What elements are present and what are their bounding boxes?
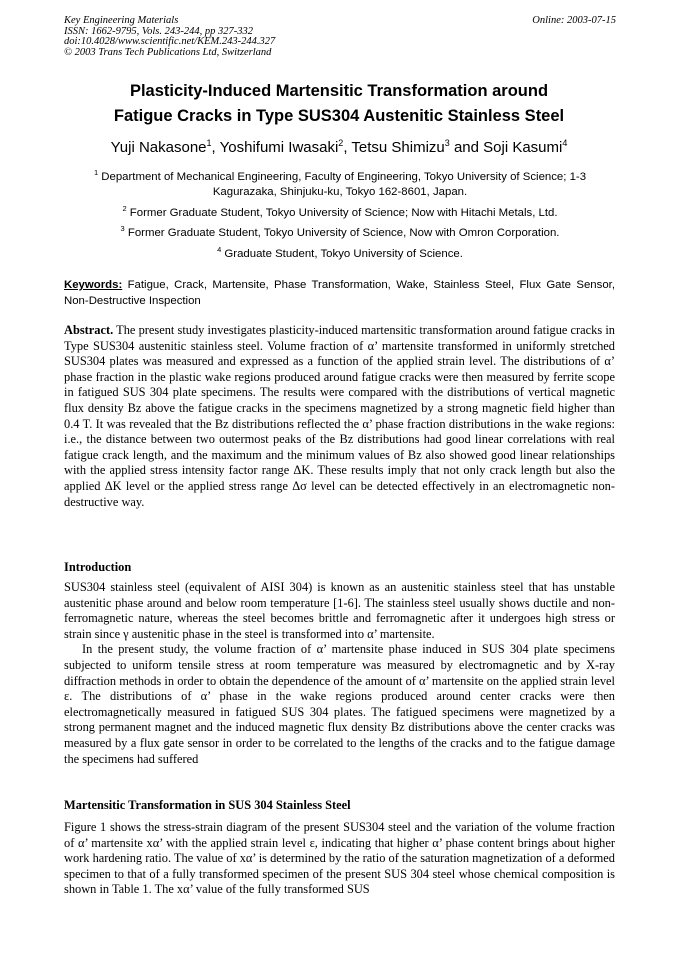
issn-line: ISSN: 1662-9795, Vols. 243-244, pp 327-332 [64,25,253,37]
abstract-block [64,323,615,510]
author-list: Yuji Nakasone$^1$, Yoshifumi Iwasaki$^2$, Tetsu Shimizu$^3$ and Soji Kasumi$^4$ [110,138,568,156]
introduction-heading: Introduction [64,560,132,574]
keywords-text: Fatigue, Crack, Martensite, Phase Transformation, Wake, Stainless Steel, Flux Gate Sensor, Non-Destructive Inspection [64,279,615,307]
paper-title-line-1: Plasticity-Induced Martensitic Transformation around [129,82,549,100]
martensitic-heading: Martensitic Transformation in SUS 304 Stainless Steel [64,798,351,812]
introduction-body [64,580,615,767]
affiliation-3: $^3$ Former Graduate Student, Tokyo University of Science, Now with Omron Corporation. [120,224,560,239]
author-sup: 4 [562,138,568,148]
journal-name: Key Engineering Materials [64,15,179,26]
online-date: Online: 2003-07-15 [532,15,616,26]
paper-title-line-2: Fatigue Cracks in Type SUS304 Austenitic Stainless Steel [113,107,565,125]
paragraph: SUS304 stainless steel (equivalent of AISI 304) is known as an austenitic stainless steel that has unstable austenitic phase around and below room temperature [1-6]. The stainless steel usually shows ductile and non-ferromagnetic nature, whereas the steel becomes brittle and ferromagnetic after it undergoes high stress or strain since γ austenitic phase in the steel is transformed into α’ martensite. [64,580,615,641]
copyright-line: © 2003 Trans Tech Publications Ltd, Switzerland [64,46,272,58]
author-sup: 2 [338,138,344,148]
author-name: Tetsu Shimizu [351,139,445,156]
doi-line[interactable]: doi:10.4028/www.scientific.net/KEM.243-244.327 [64,36,276,47]
author-name: Soji Kasumi [483,139,563,156]
affiliation-2: $^2$ Former Graduate Student, Tokyo University of Science; Now with Hitachi Metals, Ltd. [122,204,558,219]
journal-header [64,16,484,58]
author-name: Yoshifumi Iwasaki [219,139,339,156]
affiliation-4: $^4$ Graduate Student, Tokyo University of Science. [217,245,463,260]
martensitic-body: Figure 1 shows the stress-strain diagram of the present SUS304 steel and the variation of the volume fraction of α’ martensite xα’ with the applied strain level ε, indicating that higher α’ phase content brings about higher work hardening ratio. The value of xα’ is determined by the ratio of the saturation magnetization of a deformed specimen to that of a fully transformed specimen of the present SUS 304 steel whose chemical composition is shown in Table 1. The xα’ value of the fully transformed SUS [64,820,615,897]
keywords-label: Keywords: [64,279,123,291]
author-name: Yuji Nakasone [110,139,207,156]
paragraph: In the present study, the volume fraction of α’ martensite phase induced in SUS 304 plate specimens subjected to uniform tensile stress at room temperature was measured by electromagnetic and by X-ray diffraction methods in order to obtain the dependence of the amount of α’ martensite on the applied strain level ε. The distributions of α’ phase in the wake regions produced around center cracks were then electromagnetically measured in fatigued SUS 304 plates. The fatigued specimens were magnetized by a strong permanent magnet and the induced magnetic flux density Bz distributions above the center cracks was measured by a flux gate sensor in order to be correlated to the lengths of the cracks and to the fatigue damage the specimens had suffered [64,642,615,766]
author-sup: 3 [444,138,450,148]
abstract-label: Abstract. [64,323,114,337]
affiliation-1: $^1$ Department of Mechanical Engineering, Faculty of Engineering, Tokyo University of Science; 1-3 Kagurazaka, Shinjuku-ku, Tokyo 162-8601, Japan. [93,168,587,198]
author-sup: 1 [206,138,212,148]
keywords-block [64,278,615,309]
abstract-text: The present study investigates plasticity-induced martensitic transformation around fatigue cracks in Type SUS304 austenitic stainless steel. Volume fraction of α’ martensite transformed in uniformly stretched SUS304 plates was measured and expressed as a function of the applied strain level. The distributions of α’ phase fraction in the plastic wake regions produced around fatigue cracks were then measured by ferrite scope in fatigued SUS 304 plate specimens. The results were compared with the distributions of vertical magnetic flux density Bz above the fatigue cracks in the specimens magnetized by a strong magnetic field higher than 0.4 T. It was revealed that the Bz distributions reflected the α’ phase fraction distributions in the wake regions: i.e., the distance between two outermost peaks of the Bz distributions had good linear correlations with real fatigue crack length, and the maximum and the minimum values of Bz also showed good linear relationships with the applied stress intensity factor range ΔK. These results imply that not only crack length but also the applied ΔK level or the applied stress range Δσ level can be detected effectively in an electromagnetic non-destructive way. [64,323,615,509]
